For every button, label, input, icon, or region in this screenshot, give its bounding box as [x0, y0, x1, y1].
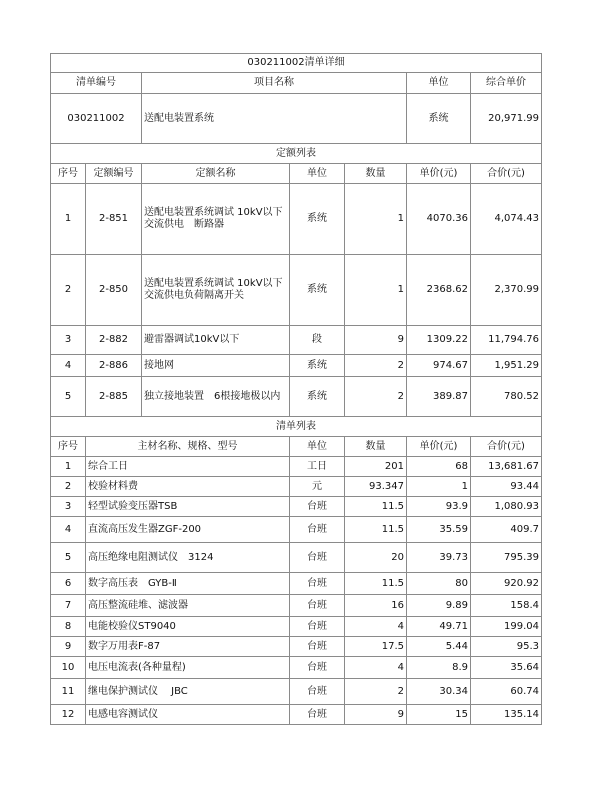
quota-header-price: 单价(元) [407, 164, 471, 184]
quota-price: 2368.62 [407, 255, 471, 326]
quota-header-qty: 数量 [345, 164, 407, 184]
quota-no: 5 [51, 377, 86, 417]
quota-code: 2-851 [86, 184, 142, 255]
material-unit: 台班 [290, 705, 345, 725]
quota-total: 2,370.99 [471, 255, 542, 326]
quota-name: 送配电装置系统调试 10kV以下交流供电负荷隔离开关 [142, 255, 290, 326]
quota-total: 1,951.29 [471, 355, 542, 377]
material-name: 校验材料费 [86, 477, 290, 497]
quota-unit: 系统 [290, 355, 345, 377]
material-name: 数字高压表 GYB-Ⅱ [86, 573, 290, 595]
material-price: 93.9 [407, 497, 471, 517]
material-price: 68 [407, 457, 471, 477]
material-no: 4 [51, 517, 86, 543]
quota-section-row [51, 144, 542, 164]
quota-no: 3 [51, 326, 86, 355]
material-unit: 台班 [290, 517, 345, 543]
header-item-name: 项目名称 [142, 73, 407, 94]
material-qty: 11.5 [345, 573, 407, 595]
quota-no: 1 [51, 184, 86, 255]
quota-section-title: 定额列表 [51, 144, 542, 164]
material-price: 35.59 [407, 517, 471, 543]
quota-total: 780.52 [471, 377, 542, 417]
title-row [51, 54, 542, 73]
material-qty: 201 [345, 457, 407, 477]
quota-unit: 系统 [290, 184, 345, 255]
quota-code: 2-885 [86, 377, 142, 417]
material-no: 7 [51, 595, 86, 617]
material-unit: 台班 [290, 637, 345, 657]
material-name: 数字万用表F-87 [86, 637, 290, 657]
quota-name: 避雷器调试10kV以下 [142, 326, 290, 355]
header-bill-code: 清单编号 [51, 73, 142, 94]
quota-name: 接地网 [142, 355, 290, 377]
material-row [51, 617, 542, 637]
material-total: 60.74 [471, 679, 542, 705]
material-qty: 16 [345, 595, 407, 617]
material-price: 1 [407, 477, 471, 497]
material-name: 电能校验仪ST9040 [86, 617, 290, 637]
material-total: 95.3 [471, 637, 542, 657]
quota-price: 1309.22 [407, 326, 471, 355]
material-unit: 工日 [290, 457, 345, 477]
material-qty: 9 [345, 705, 407, 725]
quota-row [51, 255, 542, 326]
quota-qty: 1 [345, 184, 407, 255]
material-qty: 4 [345, 657, 407, 679]
material-no: 2 [51, 477, 86, 497]
material-no: 9 [51, 637, 86, 657]
material-row [51, 657, 542, 679]
material-no: 3 [51, 497, 86, 517]
materials-header-qty: 数量 [345, 437, 407, 457]
material-name: 继电保护测试仪 JBC [86, 679, 290, 705]
material-price: 9.89 [407, 595, 471, 617]
quota-name: 送配电装置系统调试 10kV以下交流供电 断路器 [142, 184, 290, 255]
material-unit: 台班 [290, 573, 345, 595]
material-row [51, 573, 542, 595]
quota-code: 2-882 [86, 326, 142, 355]
quota-total: 4,074.43 [471, 184, 542, 255]
material-total: 13,681.67 [471, 457, 542, 477]
material-row [51, 595, 542, 617]
table-title: 030211002清单详细 [51, 54, 542, 73]
material-name: 高压整流硅堆、滤波器 [86, 595, 290, 617]
quota-total: 11,794.76 [471, 326, 542, 355]
bill-unit-price: 20,971.99 [471, 94, 542, 144]
material-total: 35.64 [471, 657, 542, 679]
bill-item-name: 送配电装置系统 [142, 94, 407, 144]
material-no: 5 [51, 543, 86, 573]
material-qty: 11.5 [345, 497, 407, 517]
quota-header-total: 合价(元) [471, 164, 542, 184]
material-total: 920.92 [471, 573, 542, 595]
bill-code: 030211002 [51, 94, 142, 144]
material-unit: 台班 [290, 595, 345, 617]
material-qty: 2 [345, 679, 407, 705]
quota-unit: 系统 [290, 255, 345, 326]
material-no: 8 [51, 617, 86, 637]
materials-header-total: 合价(元) [471, 437, 542, 457]
material-price: 8.9 [407, 657, 471, 679]
quota-header-unit: 单位 [290, 164, 345, 184]
material-total: 1,080.93 [471, 497, 542, 517]
material-no: 11 [51, 679, 86, 705]
quota-no: 4 [51, 355, 86, 377]
quota-price: 389.87 [407, 377, 471, 417]
quota-row [51, 377, 542, 417]
quota-qty: 9 [345, 326, 407, 355]
material-price: 5.44 [407, 637, 471, 657]
bill-unit: 系统 [407, 94, 471, 144]
quota-row [51, 184, 542, 255]
material-price: 39.73 [407, 543, 471, 573]
material-total: 795.39 [471, 543, 542, 573]
material-name: 电压电流表(各种量程) [86, 657, 290, 679]
materials-header-row [51, 437, 542, 457]
materials-section-title: 清单列表 [51, 417, 542, 437]
quota-no: 2 [51, 255, 86, 326]
material-price: 30.34 [407, 679, 471, 705]
material-name: 高压绝缘电阻测试仪 3124 [86, 543, 290, 573]
header-unit: 单位 [407, 73, 471, 94]
quota-row [51, 326, 542, 355]
quota-header-no: 序号 [51, 164, 86, 184]
materials-header-unit: 单位 [290, 437, 345, 457]
material-total: 135.14 [471, 705, 542, 725]
material-unit: 台班 [290, 617, 345, 637]
materials-header-name: 主材名称、规格、型号 [86, 437, 290, 457]
material-qty: 11.5 [345, 517, 407, 543]
material-row [51, 637, 542, 657]
quota-header-name: 定额名称 [142, 164, 290, 184]
material-name: 直流高压发生器ZGF-200 [86, 517, 290, 543]
material-price: 15 [407, 705, 471, 725]
material-row [51, 477, 542, 497]
material-price: 49.71 [407, 617, 471, 637]
material-unit: 台班 [290, 543, 345, 573]
material-no: 12 [51, 705, 86, 725]
quota-price: 4070.36 [407, 184, 471, 255]
materials-header-no: 序号 [51, 437, 86, 457]
quota-qty: 2 [345, 377, 407, 417]
material-qty: 17.5 [345, 637, 407, 657]
material-name: 轻型试验变压器TSB [86, 497, 290, 517]
quota-code: 2-850 [86, 255, 142, 326]
material-qty: 93.347 [345, 477, 407, 497]
quota-header-code: 定额编号 [86, 164, 142, 184]
material-row [51, 679, 542, 705]
quota-qty: 2 [345, 355, 407, 377]
quota-name: 独立接地装置 6根接地极以内 [142, 377, 290, 417]
material-unit: 台班 [290, 679, 345, 705]
material-unit: 台班 [290, 657, 345, 679]
quota-code: 2-886 [86, 355, 142, 377]
material-total: 158.4 [471, 595, 542, 617]
materials-section-row [51, 417, 542, 437]
material-no: 1 [51, 457, 86, 477]
quota-unit: 段 [290, 326, 345, 355]
quota-unit: 系统 [290, 377, 345, 417]
material-no: 6 [51, 573, 86, 595]
material-total: 409.7 [471, 517, 542, 543]
material-price: 80 [407, 573, 471, 595]
materials-header-price: 单价(元) [407, 437, 471, 457]
material-total: 93.44 [471, 477, 542, 497]
material-total: 199.04 [471, 617, 542, 637]
bill-header-row [51, 73, 542, 94]
material-name: 综合工日 [86, 457, 290, 477]
material-qty: 4 [345, 617, 407, 637]
material-unit: 元 [290, 477, 345, 497]
quota-qty: 1 [345, 255, 407, 326]
material-row [51, 543, 542, 573]
quota-header-row [51, 164, 542, 184]
quota-price: 974.67 [407, 355, 471, 377]
quota-row [51, 355, 542, 377]
material-name: 电感电容测试仪 [86, 705, 290, 725]
material-row [51, 457, 542, 477]
material-unit: 台班 [290, 497, 345, 517]
material-no: 10 [51, 657, 86, 679]
header-unit-price: 综合单价 [471, 73, 542, 94]
bill-item-row [51, 94, 542, 144]
bill-detail-table [50, 53, 542, 725]
material-row [51, 705, 542, 725]
material-qty: 20 [345, 543, 407, 573]
material-row [51, 497, 542, 517]
material-row [51, 517, 542, 543]
